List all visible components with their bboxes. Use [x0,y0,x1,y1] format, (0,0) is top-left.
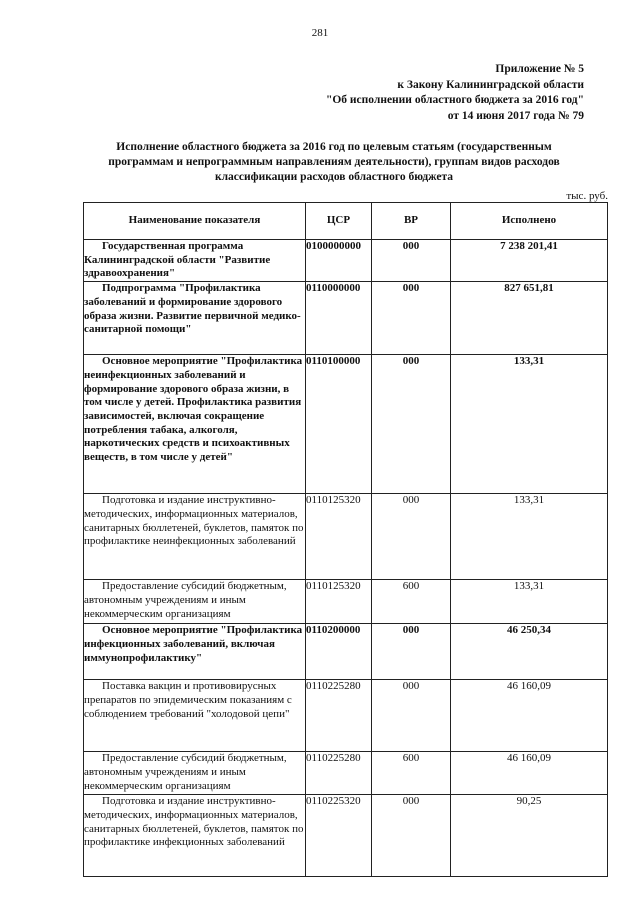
row-vr: 000 [372,240,451,282]
row-name: Предоставление субсидий бюджетным, автономным учреждениям и иным некоммерческим организациям [84,752,306,795]
budget-table [83,202,608,877]
page-number: 281 [311,27,329,39]
row-vr: 000 [372,680,451,752]
appendix-number: Приложение № 5 [495,63,584,75]
row-name: Государственная программа Калининградской области "Развитие здравоохранения" [84,240,306,282]
row-name: Подпрограмма "Профилактика заболеваний и формирование здорового образа жизни. Развитие первичной медико-санитарной помощи" [84,282,306,355]
row-name: Основное мероприятие "Профилактика неинфекционных заболеваний и формирование здорового образа жизни, в том числе у детей. Профилактика развития зависимостей, включая сокращение потребления табака, алкоголя, наркотических средств и психоактивных веществ, в том числе у детей" [84,355,306,494]
row-vr: 000 [372,282,451,355]
table-header-row [84,203,608,240]
title-line: программам и непрограммным направлениям деятельности), группам видов расходов [108,156,560,168]
row-csr: 0110125320 [306,494,372,580]
table-row [84,752,608,795]
row-amount: 133,31 [451,580,608,624]
document-title [84,140,584,185]
title-line: классификации расходов областного бюджета [214,171,454,183]
row-amount: 827 651,81 [451,282,608,355]
table-row [84,240,608,282]
row-vr: 000 [372,624,451,680]
header-name: Наименование показателя [84,203,306,240]
table-row [84,580,608,624]
row-vr: 000 [372,494,451,580]
header-csr: ЦСР [306,203,372,240]
table-row [84,494,608,580]
appendix-law: к Закону Калининградской области [397,78,584,91]
table-row [84,282,608,355]
row-amount: 133,31 [451,494,608,580]
row-vr: 600 [372,752,451,795]
row-csr: 0110200000 [306,624,372,680]
row-name: Предоставление субсидий бюджетным, автономным учреждениям и иным некоммерческим организациям [84,580,306,624]
row-amount: 90,25 [451,795,608,877]
row-name: Основное мероприятие "Профилактика инфекционных заболеваний, включая иммунопрофилактику" [84,624,306,680]
row-csr: 0110225280 [306,752,372,795]
title-line: Исполнение областного бюджета за 2016 год по целевым статьям (государственным [116,141,552,153]
units-label: тыс. руб. [566,190,608,202]
row-csr: 0110225280 [306,680,372,752]
row-csr: 0110225320 [306,795,372,877]
row-name: Поставка вакцин и противовирусных препаратов по эпидемическим показаниям с соблюдением требований "холодовой цепи" [84,680,306,752]
row-amount: 46 160,09 [451,680,608,752]
table-row [84,795,608,877]
row-csr: 0110100000 [306,355,372,494]
table-row [84,355,608,494]
appendix-law-title: "Об исполнении областного бюджета за 2016 год" [325,94,584,106]
appendix-date: от 14 июня 2017 года № 79 [447,109,584,122]
row-vr: 000 [372,355,451,494]
row-amount: 46 250,34 [451,624,608,680]
table-row [84,624,608,680]
row-name: Подготовка и издание инструктивно-методических, информационных материалов, санитарных бюллетеней, буклетов, памяток по профилактике неинфекционных заболеваний [84,494,306,580]
row-amount: 7 238 201,41 [451,240,608,282]
table-row [84,680,608,752]
row-vr: 600 [372,580,451,624]
header-vr: ВР [372,203,451,240]
row-name: Подготовка и издание инструктивно-методических, информационных материалов, санитарных бюллетеней, буклетов, памяток по профилактике инфекционных заболеваний [84,795,306,877]
header-amount: Исполнено [451,203,608,240]
row-csr: 0100000000 [306,240,372,282]
row-amount: 46 160,09 [451,752,608,795]
row-csr: 0110000000 [306,282,372,355]
row-amount: 133,31 [451,355,608,494]
appendix-block [326,62,584,124]
row-vr: 000 [372,795,451,877]
row-csr: 0110125320 [306,580,372,624]
